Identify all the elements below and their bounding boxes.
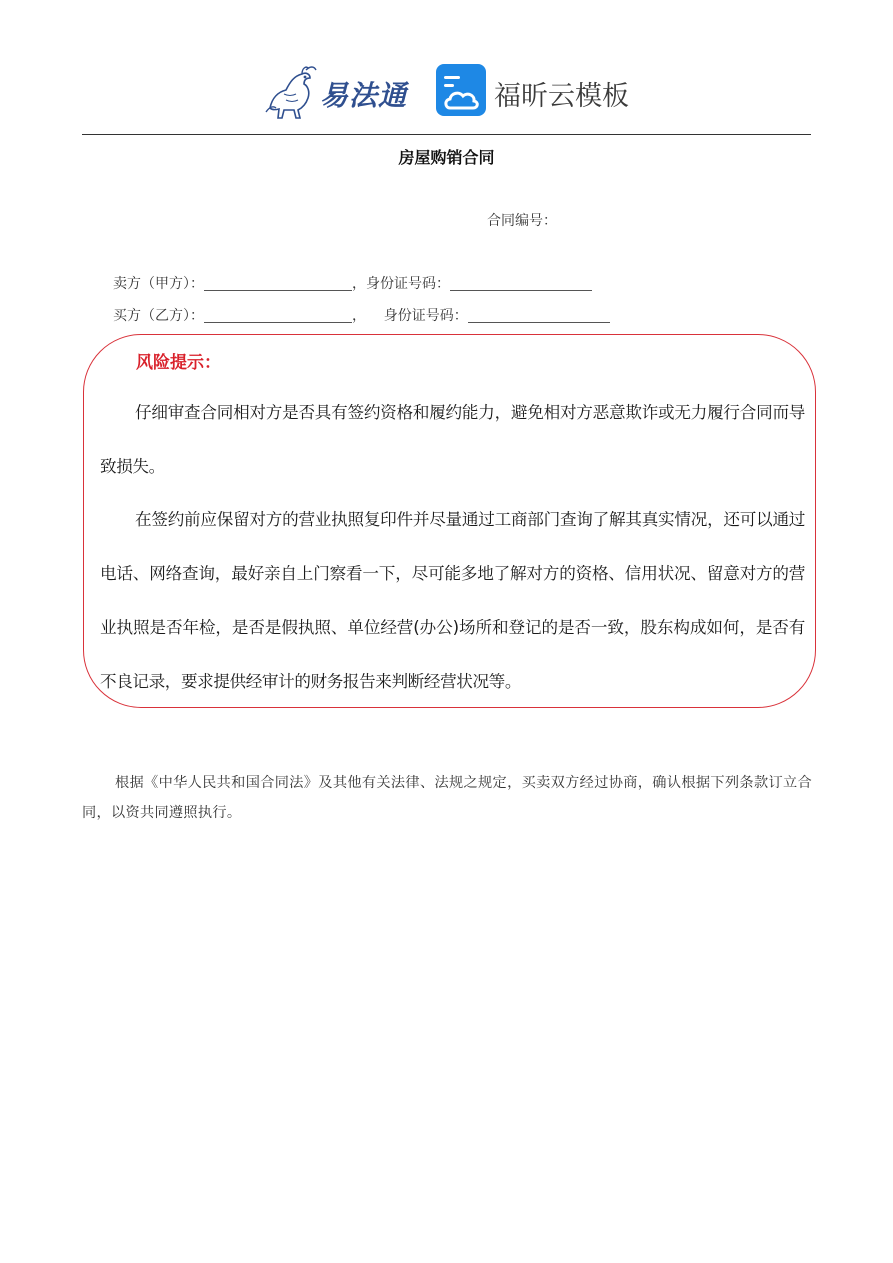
risk-paragraph-2: 在签约前应保留对方的营业执照复印件并尽量通过工商部门查询了解其真实情况，还可以通过电话、网络查询，最好亲自上门察看一下，尽可能多地了解对方的资格、信用状况、留意对方的营业执照是否年检，是否是假执照、单位经营(办公)场所和登记的是否一致，股东构成如何，是否有不良记录，要求提供经审计的财务报告来判断经营状况等。	[100, 510, 805, 691]
seller-name-blank[interactable]	[204, 276, 352, 291]
risk-paragraph-1: 仔细审查合同相对方是否具有签约资格和履约能力，避免相对方恶意欺诈或无力履行合同而导致损失。	[100, 403, 805, 476]
yifatong-logo	[262, 62, 412, 120]
buyer-id-label: ， 身份证号码：	[352, 308, 468, 324]
seller-id-blank[interactable]	[450, 276, 592, 291]
contract-number-label: 合同编号：	[487, 213, 557, 229]
intro-paragraph: 根据《中华人民共和国合同法》及其他有关法律、法规之规定，买卖双方经过协商，确认根据下列条款订立合同，以资共同遵照执行。	[82, 775, 812, 821]
seller-id-label: ，身份证号码：	[352, 276, 450, 292]
cloud-document-icon	[436, 64, 486, 116]
buyer-id-blank[interactable]	[468, 308, 610, 323]
header-divider	[82, 134, 811, 135]
header-logos	[0, 60, 893, 122]
seller-label: 卖方（甲方）：	[113, 276, 204, 292]
yifatong-brand-text: 易法通	[320, 79, 408, 112]
buyer-name-blank[interactable]	[204, 308, 352, 323]
seller-line	[113, 273, 592, 293]
risk-warning-title: 风险提示：	[136, 353, 221, 373]
fuxin-brand-text: 福昕云模板	[494, 81, 629, 112]
buyer-label: 买方（乙方）：	[113, 308, 204, 324]
fuxin-cloud-template-logo	[436, 64, 636, 118]
buyer-line	[113, 305, 610, 325]
qilin-mascot-icon	[262, 62, 322, 120]
document-title: 房屋购销合同	[398, 148, 495, 167]
